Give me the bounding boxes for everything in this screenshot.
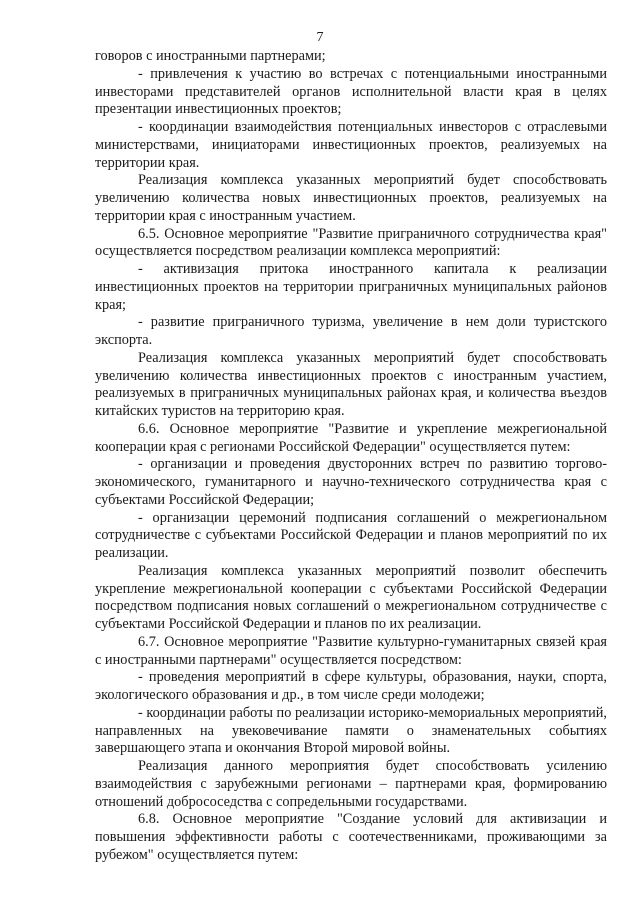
paragraph-continuation: говоров с иностранными партнерами; bbox=[95, 48, 326, 64]
paragraph: - развитие приграничного туризма, увеличение в нем доли туристского экспорта. bbox=[95, 314, 607, 348]
section-6-6-paragraph: 6.6. Основное мероприятие "Развитие и укрепление межрегиональной кооперации края с регионами Российской Федерации" осуществляется путем: bbox=[95, 420, 607, 455]
paragraph: Реализация данного мероприятия будет способствовать усилению взаимодействия с зарубежными регионами – партнерами края, формированию отношений добрососедства с сопредельными государствами. bbox=[95, 758, 607, 810]
paragraph: Реализация комплекса указанных мероприятий будет способствовать увеличению количества инвестиционных проектов с иностранным участием, реализуемых в приграничных муниципальных районах края, и количества въездов китайских туристов на территорию края. bbox=[95, 349, 607, 419]
paragraph: - проведения мероприятий в сфере культуры, образования, науки, спорта, экологического образования и др., в том числе среди молодежи; bbox=[95, 669, 607, 703]
section-6-8-paragraph: 6.8. Основное мероприятие "Создание условий для активизации и повышения эффективности работы с соотечественниками, проживающими за рубежом" осуществляется путем: bbox=[95, 811, 607, 863]
paragraph: Реализация комплекса указанных мероприятий позволит обеспечить укрепление межрегиональной кооперации с субъектами Российской Федерации посредством подписания новых соглашений о межрегиональном сотрудничестве с субъектами Российской Федерации и планов по их реализации. bbox=[95, 562, 607, 632]
paragraph: Реализация комплекса указанных мероприятий будет способствовать увеличению количества новых инвестиционных проектов, реализуемых на территории края с иностранным участием. bbox=[95, 172, 607, 224]
paragraph: - привлечения к участию во встречах с потенциальными иностранными инвесторами представителей органов исполнительной власти края в целях презентации инвестиционных проектов; bbox=[95, 65, 607, 118]
page-number: 7 bbox=[316, 30, 324, 45]
paragraph: - координации взаимодействия потенциальных инвесторов с отраслевыми министерствами, инициаторами инвестиционных проектов, реализуемых на территории края. bbox=[95, 119, 607, 171]
paragraph: - организации церемоний подписания соглашений о межрегиональном сотрудничестве с субъектами Российской Федерации и планов мероприятий по их реализации. bbox=[95, 509, 607, 561]
document-body bbox=[95, 48, 607, 865]
section-6-5-paragraph: 6.5. Основное мероприятие "Развитие приграничного сотрудничества края" осуществляется посредством реализации комплекса мероприятий: bbox=[95, 225, 607, 260]
paragraph: - координации работы по реализации историко-мемориальных мероприятий, направленных на увековечивание памяти о знаменательных событиях завершающего этапа и окончания Второй мировой войны. bbox=[95, 704, 607, 757]
paragraph: - активизация притока иностранного капитала к реализации инвестиционных проектов на территории приграничных муниципальных районов края; bbox=[95, 261, 607, 313]
section-6-7-paragraph: 6.7. Основное мероприятие "Развитие культурно-гуманитарных связей края с иностранными партнерами" осуществляется посредством: bbox=[95, 633, 607, 668]
paragraph: - организации и проведения двусторонних встреч по развитию торгово-экономического, гуманитарного и научно-технического сотрудничества края с субъектами Российской Федерации; bbox=[95, 456, 607, 508]
